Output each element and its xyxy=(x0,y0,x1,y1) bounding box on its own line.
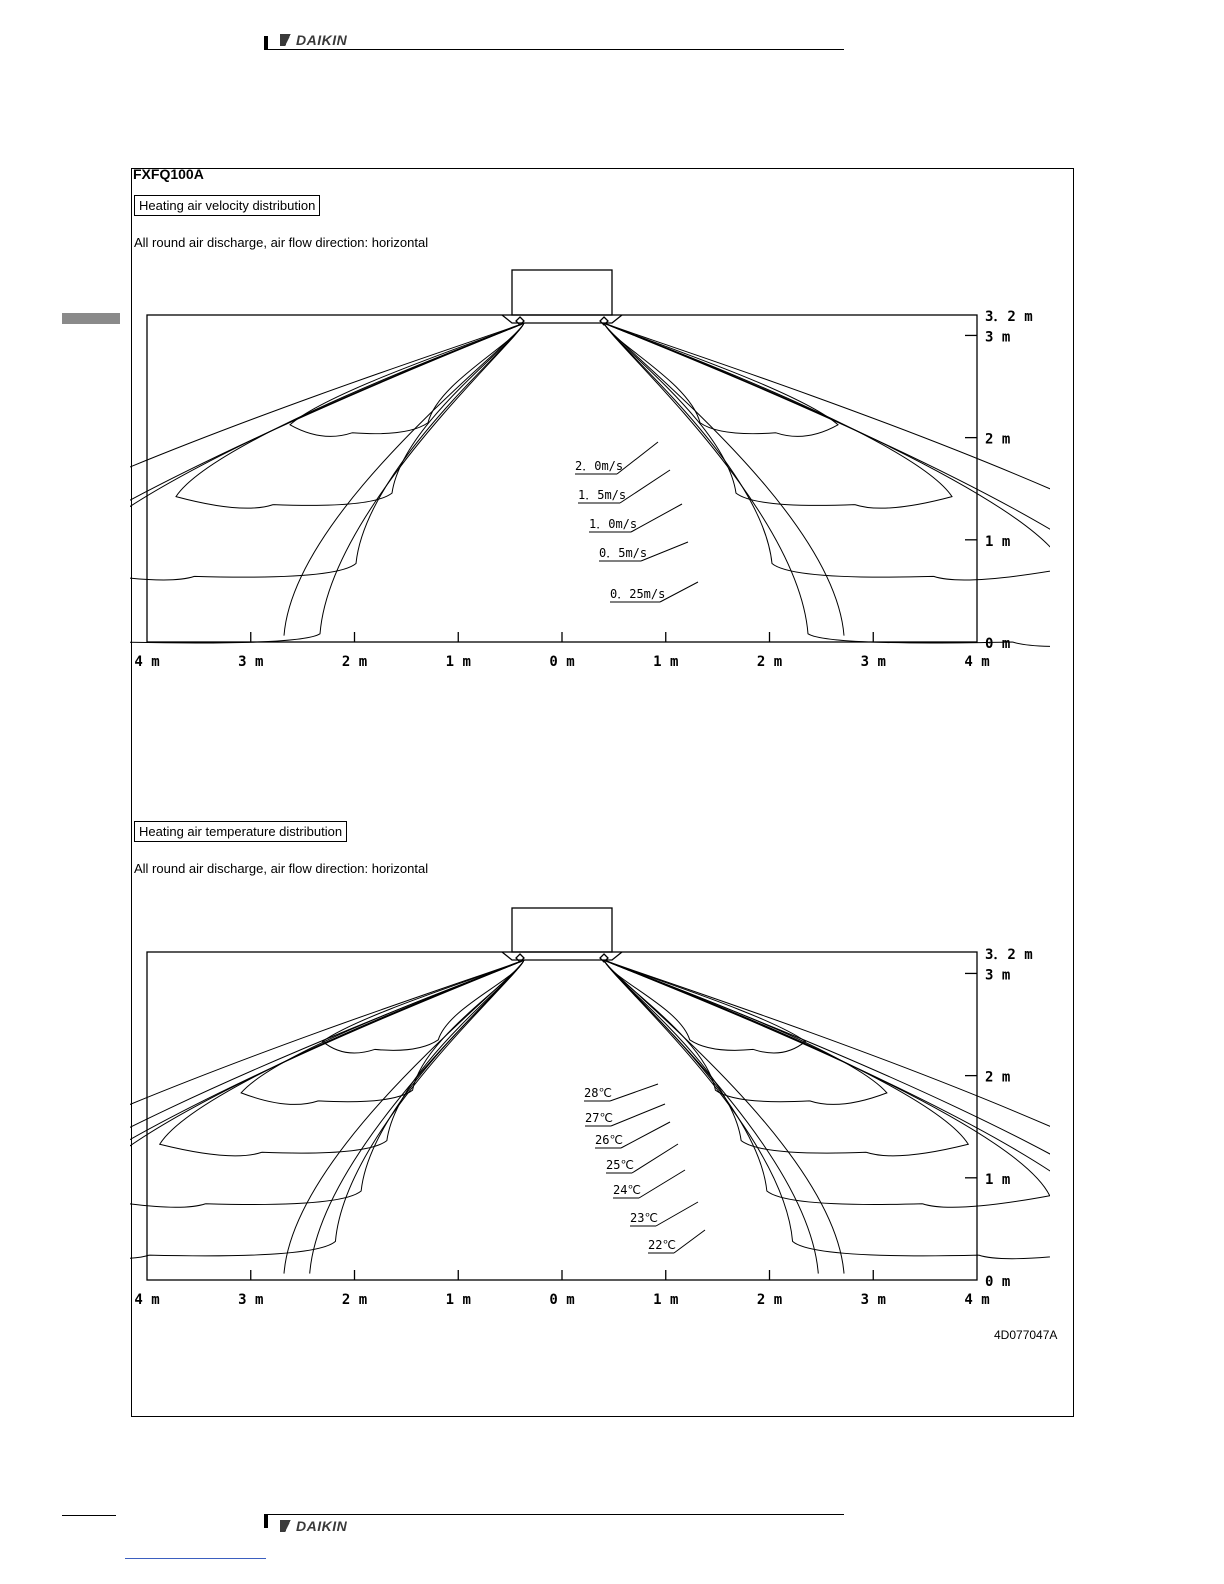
x-tick-label: 1 m xyxy=(653,654,679,670)
contour-label: 27℃ xyxy=(585,1111,613,1125)
y-tick-label: 3 m xyxy=(985,329,1011,346)
footer-link-rule xyxy=(125,1558,266,1559)
temperature-leaders xyxy=(584,1084,705,1253)
y-tick-label: 2 m xyxy=(985,1069,1011,1086)
temperature-diagram-svg xyxy=(130,900,1050,1320)
contour-line xyxy=(604,323,1050,642)
contour-label: 23℃ xyxy=(630,1211,658,1225)
leader-line xyxy=(641,542,688,561)
header-logo xyxy=(280,32,347,48)
daikin-logo-icon xyxy=(280,34,294,46)
header-rule xyxy=(268,49,844,50)
contour-line xyxy=(160,960,524,1156)
contour-line xyxy=(130,323,524,580)
x-tick-label: 0 m xyxy=(549,1292,575,1308)
leader-line xyxy=(631,504,682,532)
velocity-plumes xyxy=(130,323,1050,647)
contour-label: 28℃ xyxy=(584,1086,612,1100)
x-tick-label: 2 m xyxy=(341,1292,368,1308)
leader-line xyxy=(617,442,658,474)
x-tick-label: 2 m xyxy=(756,654,783,670)
leader-line xyxy=(620,470,670,503)
room-outline xyxy=(147,315,977,642)
temperature-heading: Heating air temperature distribution xyxy=(134,821,347,842)
x-tick-label: 4 m xyxy=(134,1292,160,1308)
document-code: 4D077047A xyxy=(994,1328,1058,1342)
leader-line xyxy=(632,1144,678,1173)
contour-line xyxy=(176,323,524,508)
footer-rule xyxy=(268,1514,844,1515)
y-tick-label: 3．2 m xyxy=(985,309,1033,325)
contour-line xyxy=(604,323,1050,580)
daikin-logo-icon xyxy=(280,1520,294,1532)
y-tick-label: 2 m xyxy=(985,431,1011,448)
header-accent-bar xyxy=(264,36,268,50)
x-tick-label: 4 m xyxy=(964,654,990,670)
x-tick-label: 3 m xyxy=(860,1292,886,1308)
x-tick-label: 3 m xyxy=(238,1292,264,1308)
x-tick-label: 3 m xyxy=(860,654,886,670)
velocity-caption: All round air discharge, air flow direction: horizontal xyxy=(134,235,429,250)
contour-line xyxy=(323,960,524,1053)
y-tick-label: 0 m xyxy=(985,636,1011,652)
header-brand: DAIKIN xyxy=(296,32,348,48)
contour-line xyxy=(604,323,952,508)
velocity-diagram xyxy=(130,262,1050,682)
contour-label: 24℃ xyxy=(613,1183,641,1197)
contour-label: 1．0m/s xyxy=(589,517,638,531)
leader-line xyxy=(674,1230,705,1253)
x-tick-label: 0 m xyxy=(549,654,575,670)
contour-line xyxy=(290,323,524,436)
leader-line xyxy=(621,1122,670,1148)
contour-label: 1．5m/s xyxy=(578,488,627,502)
y-tick-label: 3 m xyxy=(985,967,1011,984)
contour-label: 0．5m/s xyxy=(599,546,648,560)
contour-label: 22℃ xyxy=(648,1238,676,1252)
contour-label: 0．25m/s xyxy=(610,587,666,601)
contour-line xyxy=(130,323,524,647)
velocity-diagram-svg xyxy=(130,262,1050,682)
model-title: FXFQ100A xyxy=(133,166,204,182)
contour-label: 26℃ xyxy=(595,1133,623,1147)
temperature-caption: All round air discharge, air flow direction: horizontal xyxy=(134,861,429,876)
contour-line xyxy=(604,323,838,436)
leader-line xyxy=(656,1202,698,1226)
contour-line xyxy=(604,960,887,1104)
x-tick-label: 1 m xyxy=(445,654,471,670)
section-side-tab xyxy=(62,313,120,324)
room-outline xyxy=(147,952,977,1280)
leader-line xyxy=(660,582,698,602)
footer-logo xyxy=(280,1518,347,1534)
leader-line xyxy=(610,1084,658,1101)
temperature-diagram xyxy=(130,900,1050,1320)
contour-line xyxy=(241,960,524,1104)
contour-line xyxy=(604,323,1050,647)
contour-line xyxy=(604,960,805,1053)
footer-brand: DAIKIN xyxy=(296,1518,348,1534)
footer-short-rule xyxy=(62,1515,116,1516)
contour-label: 2．0m/s xyxy=(575,459,624,473)
x-tick-label: 2 m xyxy=(756,1292,783,1308)
contour-line xyxy=(604,960,968,1156)
y-tick-label: 1 m xyxy=(985,1171,1011,1188)
leader-line xyxy=(639,1170,685,1198)
contour-label: 25℃ xyxy=(606,1158,634,1172)
x-tick-label: 1 m xyxy=(653,1292,679,1308)
y-tick-label: 0 m xyxy=(985,1274,1011,1290)
velocity-heading: Heating air velocity distribution xyxy=(134,195,320,216)
x-tick-label: 4 m xyxy=(964,1292,990,1308)
contour-line xyxy=(604,960,1050,1207)
x-tick-label: 1 m xyxy=(445,1292,471,1308)
footer-accent-bar xyxy=(264,1514,268,1528)
x-tick-label: 2 m xyxy=(341,654,368,670)
x-tick-label: 3 m xyxy=(238,654,264,670)
x-tick-label: 4 m xyxy=(134,654,160,670)
contour-line xyxy=(604,960,1050,1280)
indoor-unit-body xyxy=(512,908,612,952)
leader-line xyxy=(611,1104,665,1126)
y-tick-label: 1 m xyxy=(985,533,1011,550)
indoor-unit-body xyxy=(512,270,612,315)
y-tick-label: 3．2 m xyxy=(985,947,1033,963)
